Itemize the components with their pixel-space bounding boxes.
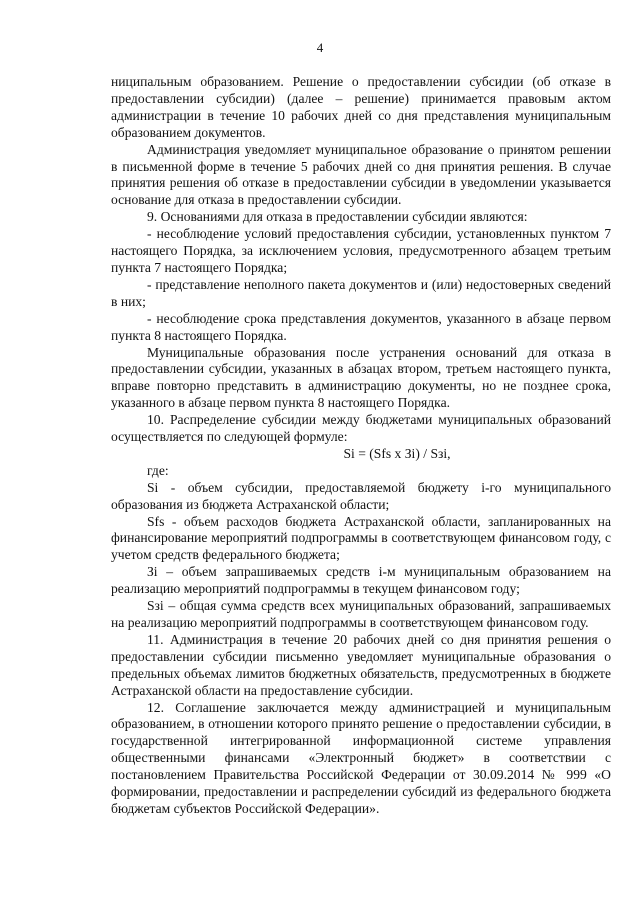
- formula-where: где:: [147, 462, 169, 478]
- definition-si: Si - объем субсидии, предоставляемой бюджету i-го муниципального образования из бюджета Астраханской области;: [111, 479, 611, 512]
- definition-szi: Sзi – общая сумма средств всех муниципальных образований, запрашиваемых на реализацию мероприятий подпрограммы в соответствующем финансовом году.: [111, 598, 611, 630]
- definition-zi: Зi – объем запрашиваемых средств i-м муниципальным образованием на реализацию мероприятий подпрограммы в текущем финансовом году;: [111, 564, 611, 597]
- document-body: [111, 74, 611, 818]
- definition-sfs: Sfs - объем расходов бюджета Астраханской области, запланированных на финансирование мероприятий подпрограммы в соответствующем финансовом году, с учетом средств федерального бюджета;: [111, 513, 611, 563]
- list-item-refusal-2: - представление неполного пакета документов и (или) недостоверных сведений в них;: [111, 276, 611, 309]
- formula: Si = (Sfs x Зi) / Sзi,: [343, 445, 451, 461]
- paragraph-10-heading: 10. Распределение субсидии между бюджетами муниципальных образований осуществляется по следующей формуле:: [111, 412, 611, 445]
- paragraph-resubmission: Муниципальные образования после устранения оснований для отказа в предоставлении субсидии, указанных в абзацах втором, третьем настоящего пункта, вправе повторно представить в администрацию документы, но не позднее срока, указанного в абзаце первом пункта 8 настоящего Порядка.: [111, 344, 611, 411]
- list-item-refusal-3: - несоблюдение срока представления документов, указанного в абзаце первом пункта 8 настоящего Порядка.: [111, 310, 611, 343]
- paragraph-continuation: ниципальным образованием. Решение о предоставлении субсидии (об отказе в предоставлении субсидии) (далее – решение) принимается правовым актом администрации в течение 10 рабочих дней со дня представления муниципальным образованием документов.: [111, 74, 611, 140]
- paragraph-9-heading: 9. Основаниями для отказа в предоставлении субсидии являются:: [147, 209, 528, 225]
- paragraph-11: 11. Администрация в течение 20 рабочих дней со дня принятия решения о предоставлении субсидии письменно уведомляет муниципальные образования о предельных объемах лимитов бюджетных обязательств, предусмотренных в бюджете Астраханской области на предоставление субсидии.: [111, 631, 611, 698]
- paragraph-12: 12. Соглашение заключается между администрацией и муниципальным образованием, в отношении которого принято решение о предоставлении субсидии, в государственной интегрированной информационной системе управления общественными финансами «Электронный бюджет» в соответствии с постановлением Правительства Российской Федерации от 30.09.2014 № 999 «О формировании, предоставлении и распределении субсидий из федерального бюджета бюджетам субъектов Российской Федерации».: [111, 699, 611, 816]
- paragraph-notification: Администрация уведомляет муниципальное образование о принятом решении в письменной форме в течение 5 рабочих дней со дня принятия решения. В случае принятия решения об отказе в предоставлении субсидии в уведомлении указывается основание для отказа в предоставлении субсидии.: [111, 141, 611, 208]
- list-item-refusal-1: - несоблюдение условий предоставления субсидии, установленных пунктом 7 настоящего Порядка, за исключением условия, предусмотренного абзацем третьим пункта 7 настоящего Порядка;: [111, 226, 611, 275]
- page-number: 4: [316, 40, 324, 55]
